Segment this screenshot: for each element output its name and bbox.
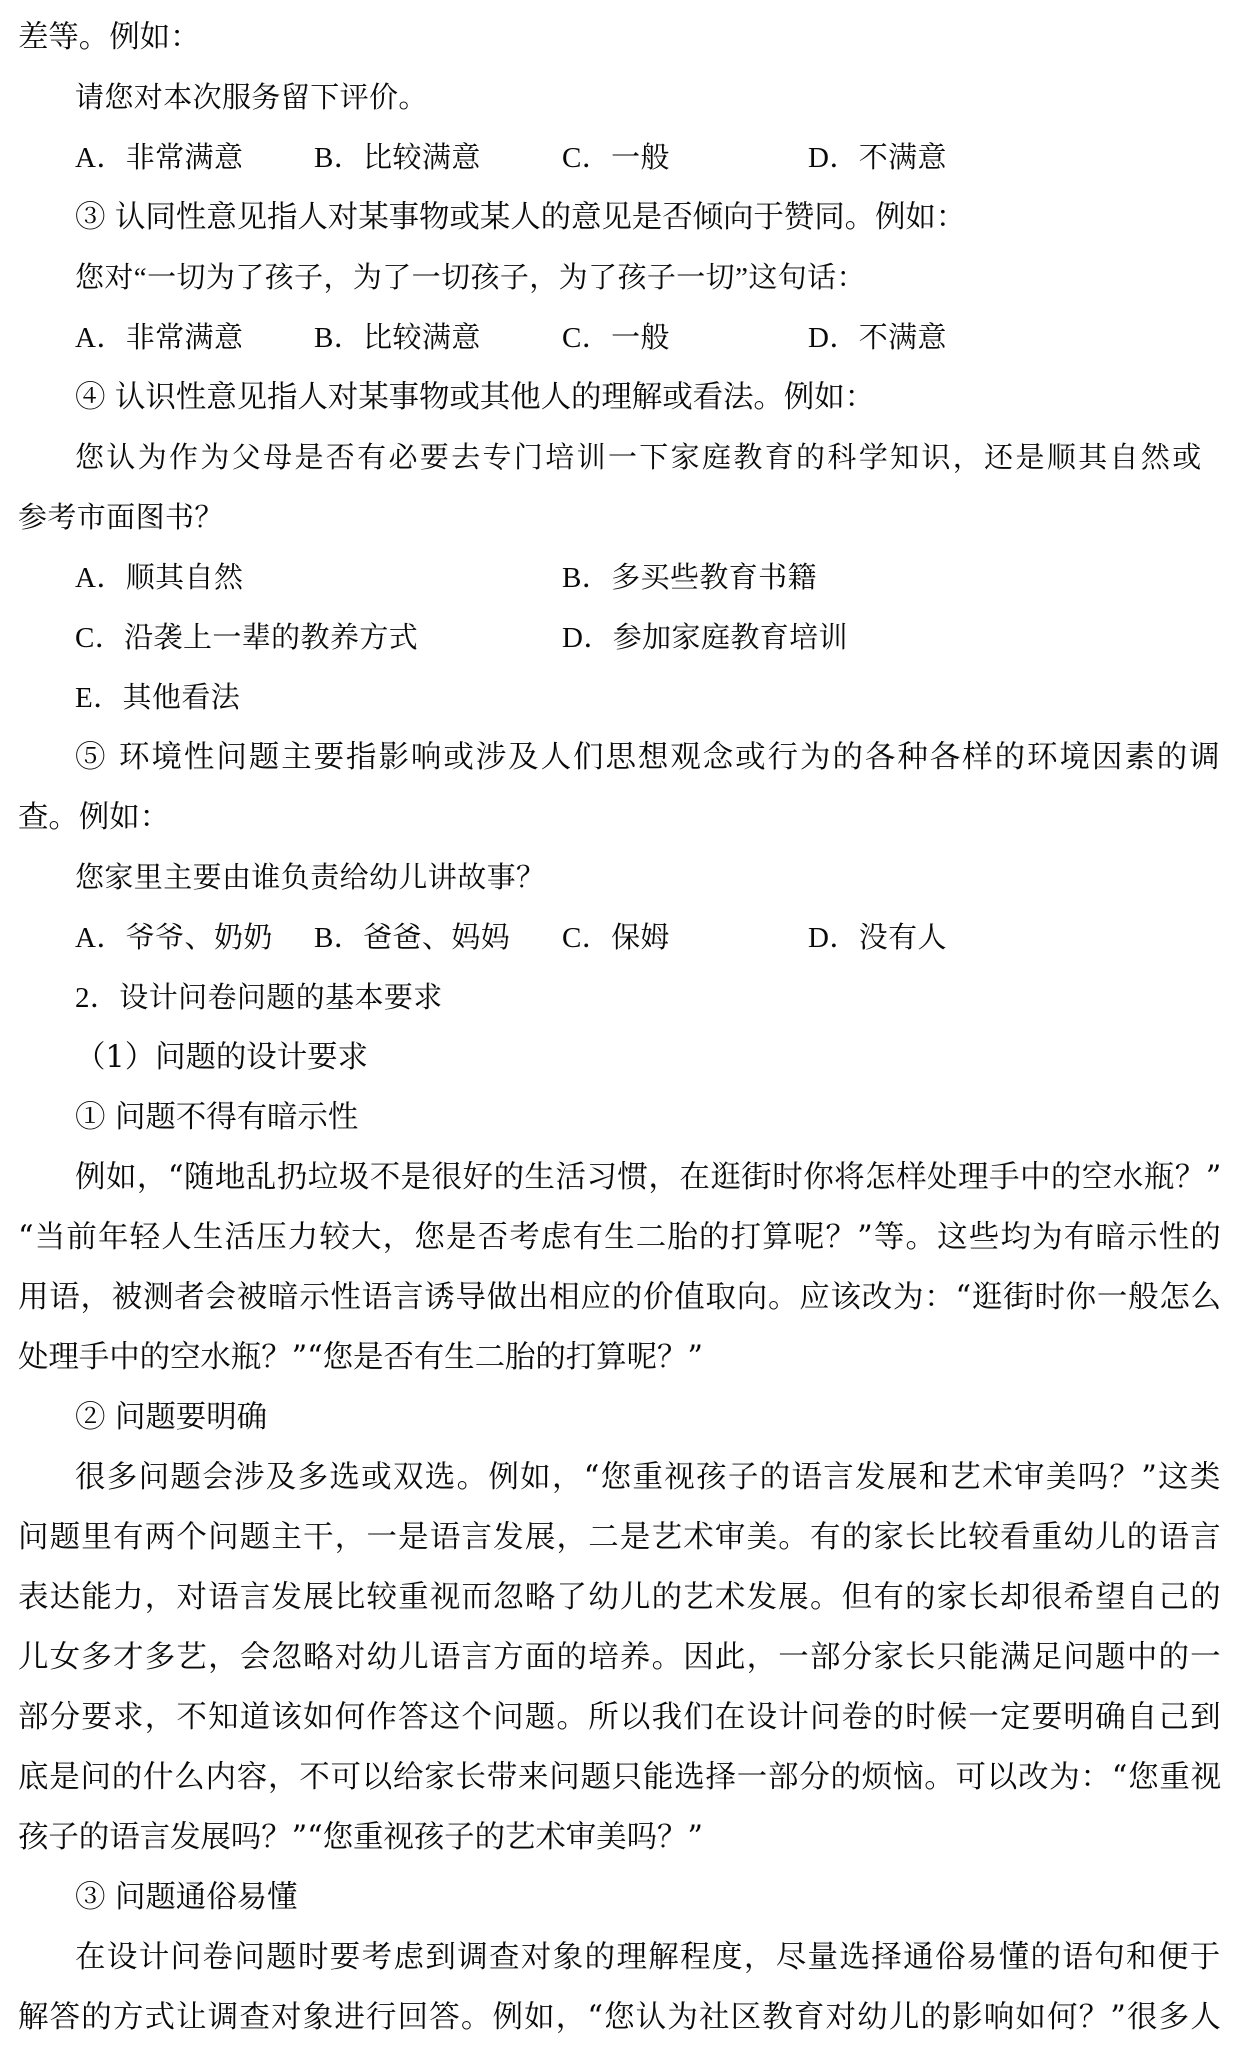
document-body xyxy=(18,8,1220,2048)
paragraph-line: 问题里有两个问题主干，一是语言发展，二是艺术审美。有的家长比较看重幼儿的语言 xyxy=(18,1520,1222,1555)
paragraph-line: 儿女多才多艺，会忽略对幼儿语言方面的培养。因此，一部分家长只能满足问题中的一 xyxy=(18,1640,1222,1675)
option-b: B．多买些教育书籍 xyxy=(562,562,817,594)
numbered-item-5: ⑤ 环境性问题主要指影响或涉及人们思想观念或行为的各种各样的环境因素的调 xyxy=(75,740,1222,775)
option-row xyxy=(18,128,1220,188)
paragraph-line: “当前年轻人生活压力较大，您是否考虑有生二胎的打算呢？”等。这些均为有暗示性的 xyxy=(18,1220,1222,1255)
numbered-item-4: ④ 认识性意见指人对某事物或其他人的理解或看法。例如： xyxy=(75,380,875,415)
paragraph-line: 表达能力，对语言发展比较重视而忽略了幼儿的艺术发展。但有的家长却很希望自己的 xyxy=(18,1580,1222,1615)
paragraph-line: 处理手中的空水瓶？”“您是否有生二胎的打算呢？” xyxy=(18,1340,703,1375)
option-row xyxy=(18,668,1220,728)
option-b: B．爸爸、妈妈 xyxy=(314,922,511,954)
paragraph-line: 解答的方式让调查对象进行回答。例如，“您认为社区教育对幼儿的影响如何？”很多人 xyxy=(18,2000,1222,2035)
heading-item-2: ② 问题要明确 xyxy=(75,1400,267,1435)
paragraph-line: 在设计问卷问题时要考虑到调查对象的理解程度，尽量选择通俗易懂的语句和便于 xyxy=(75,1940,1222,1975)
heading-section-2: 2．设计问卷问题的基本要求 xyxy=(75,982,443,1014)
option-d: D．不满意 xyxy=(808,142,947,174)
option-c: C．一般 xyxy=(562,322,670,354)
option-a: A．非常满意 xyxy=(75,322,244,354)
example-question: 您对“一切为了孩子，为了一切孩子，为了孩子一切”这句话： xyxy=(75,262,866,294)
heading-item-3: ③ 问题通俗易懂 xyxy=(75,1880,298,1915)
example-question-line: 您认为作为父母是否有必要去专门培训一下家庭教育的科学知识，还是顺其自然或 xyxy=(75,442,1204,474)
paragraph-line: 孩子的语言发展吗？”“您重视孩子的艺术审美吗？” xyxy=(18,1820,703,1855)
option-c: C．保姆 xyxy=(562,922,670,954)
paragraph-line: 底是问的什么内容，不可以给家长带来问题只能选择一部分的烦恼。可以改为：“您重视 xyxy=(18,1760,1222,1795)
option-row xyxy=(18,548,1220,608)
paragraph-line: 很多问题会涉及多选或双选。例如，“您重视孩子的语言发展和艺术审美吗？”这类 xyxy=(75,1460,1222,1495)
option-d: D．没有人 xyxy=(808,922,947,954)
option-a: A．爷爷、奶奶 xyxy=(75,922,273,954)
option-b: B．比较满意 xyxy=(314,322,481,354)
numbered-item-5-cont: 查。例如： xyxy=(18,800,170,835)
option-row xyxy=(18,608,1220,668)
option-e: E．其他看法 xyxy=(75,682,241,714)
option-row xyxy=(18,908,1220,968)
paragraph-line: 差等。例如： xyxy=(18,20,201,55)
option-a: A．非常满意 xyxy=(75,142,244,174)
option-d: D．参加家庭教育培训 xyxy=(562,622,848,654)
paragraph-line: 用语，被测者会被暗示性语言诱导做出相应的价值取向。应该改为：“逛街时你一般怎么 xyxy=(18,1280,1222,1315)
example-question: 您家里主要由谁负责给幼儿讲故事？ xyxy=(75,862,546,894)
numbered-item-3: ③ 认同性意见指人对某事物或某人的意见是否倾向于赞同。例如： xyxy=(75,200,967,235)
example-question-line: 参考市面图书？ xyxy=(18,502,224,534)
example-question: 请您对本次服务留下评价。 xyxy=(75,82,428,114)
heading-subsection-2-1: （1）问题的设计要求 xyxy=(75,1040,368,1075)
option-a: A．顺其自然 xyxy=(75,562,244,594)
heading-item-1: ① 问题不得有暗示性 xyxy=(75,1100,359,1135)
paragraph-line: 部分要求，不知道该如何作答这个问题。所以我们在设计问卷的时候一定要明确自己到 xyxy=(18,1700,1222,1735)
option-c: C．一般 xyxy=(562,142,670,174)
option-row xyxy=(18,308,1220,368)
option-b: B．比较满意 xyxy=(314,142,481,174)
option-c: C．沿袭上一辈的教养方式 xyxy=(75,622,419,654)
option-d: D．不满意 xyxy=(808,322,947,354)
paragraph-line: 例如，“随地乱扔垃圾不是很好的生活习惯，在逛街时你将怎样处理手中的空水瓶？” xyxy=(75,1160,1222,1195)
